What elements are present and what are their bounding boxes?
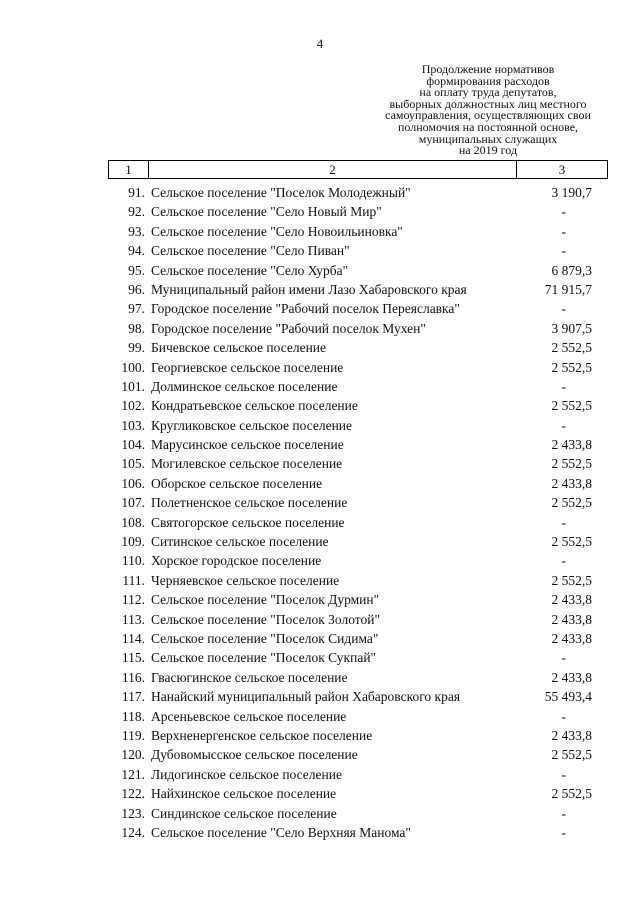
row-value: - bbox=[561, 417, 566, 433]
row-number: 115. bbox=[121, 650, 145, 666]
row-value: - bbox=[561, 708, 566, 724]
row-value: 3 907,5 bbox=[551, 320, 592, 336]
table-row bbox=[108, 745, 608, 764]
caption-line: формирования расходов bbox=[426, 73, 550, 88]
column-header-2: 2 bbox=[149, 161, 517, 179]
row-value: 2 552,5 bbox=[551, 359, 592, 375]
row-value: - bbox=[561, 223, 566, 239]
row-number: 124. bbox=[121, 824, 145, 840]
row-number: 108. bbox=[121, 514, 145, 530]
row-value: 2 433,8 bbox=[551, 630, 592, 646]
column-header-table bbox=[108, 160, 608, 179]
row-number: 122. bbox=[121, 786, 145, 802]
row-value: - bbox=[561, 204, 566, 220]
row-number: 121. bbox=[121, 766, 145, 782]
table-row bbox=[108, 377, 608, 396]
caption-line: полномочия на постоянной основе, bbox=[397, 119, 579, 134]
row-number: 113. bbox=[121, 611, 145, 627]
row-name: Хорское городское поселение bbox=[151, 553, 322, 569]
table-row bbox=[108, 765, 608, 784]
row-number: 105. bbox=[121, 456, 145, 472]
row-name: Марусинское сельское поселение bbox=[151, 437, 344, 453]
table-row bbox=[108, 358, 608, 377]
row-number: 98. bbox=[128, 320, 145, 336]
row-value: - bbox=[561, 650, 566, 666]
row-number: 95. bbox=[128, 262, 145, 278]
table-row bbox=[108, 493, 608, 512]
row-value: 2 552,5 bbox=[551, 747, 592, 763]
row-number: 91. bbox=[128, 185, 145, 200]
table-body bbox=[108, 183, 608, 842]
row-number: 107. bbox=[121, 495, 145, 511]
table-row bbox=[108, 571, 608, 590]
row-number: 99. bbox=[128, 340, 145, 356]
table-row bbox=[108, 610, 608, 629]
row-number: 116. bbox=[121, 669, 145, 685]
row-number: 120. bbox=[121, 747, 145, 763]
row-value: - bbox=[561, 824, 566, 840]
row-name: Городское поселение "Рабочий поселок Мухен" bbox=[151, 320, 426, 336]
row-value: - bbox=[561, 378, 566, 394]
table-row bbox=[108, 183, 608, 202]
row-name: Оборское сельское поселение bbox=[151, 475, 323, 491]
row-name: Георгиевское сельское поселение bbox=[151, 359, 344, 375]
table-row bbox=[108, 804, 608, 823]
row-name: Верхненергенское сельское поселение bbox=[151, 727, 373, 743]
table-row bbox=[108, 513, 608, 532]
row-value: - bbox=[561, 243, 566, 259]
row-name: Синдинское сельское поселение bbox=[151, 805, 337, 821]
row-name: Сельское поселение "Село Новый Мир" bbox=[151, 204, 382, 220]
row-value: 2 433,8 bbox=[551, 592, 592, 608]
caption-line: муниципальных служащих bbox=[418, 131, 558, 146]
table-row bbox=[108, 454, 608, 473]
row-name: Кругликовское сельское поселение bbox=[151, 417, 353, 433]
row-name: Найхинское сельское поселение bbox=[151, 786, 337, 802]
row-value: 2 552,5 bbox=[551, 495, 592, 511]
row-name: Гвасюгинское сельское поселение bbox=[151, 669, 348, 685]
row-name: Нанайский муниципальный район Хабаровского края bbox=[151, 689, 461, 705]
caption-line: на 2019 год bbox=[458, 143, 518, 158]
row-value: - bbox=[561, 514, 566, 530]
table-row bbox=[108, 241, 608, 260]
row-value: - bbox=[561, 766, 566, 782]
row-number: 112. bbox=[121, 592, 145, 608]
row-value: 71 915,7 bbox=[544, 281, 592, 297]
row-name: Арсеньевское сельское поселение bbox=[151, 708, 347, 724]
table-row bbox=[108, 823, 608, 842]
table-row bbox=[108, 551, 608, 570]
row-name: Кондратьевское сельское поселение bbox=[151, 398, 358, 414]
row-name: Сельское поселение "Поселок Сукпай" bbox=[151, 650, 377, 666]
row-value: 2 433,8 bbox=[551, 727, 592, 743]
row-name: Черняевское сельское поселение bbox=[151, 572, 340, 588]
row-name: Сельское поселение "Поселок Сидима" bbox=[151, 630, 379, 646]
table-caption bbox=[372, 64, 604, 157]
row-name: Дубовомысское сельское поселение bbox=[151, 747, 358, 763]
row-name: Сельское поселение "Село Новоильиновка" bbox=[151, 223, 403, 239]
table-row bbox=[108, 726, 608, 745]
row-name: Святогорское сельское поселение bbox=[151, 514, 345, 530]
table-row bbox=[108, 532, 608, 551]
row-name: Полетненское сельское поселение bbox=[151, 495, 348, 511]
row-name: Сельское поселение "Село Хурба" bbox=[151, 262, 349, 278]
caption-line: выборных должностных лиц местного bbox=[389, 96, 587, 111]
table-row bbox=[108, 687, 608, 706]
row-number: 123. bbox=[121, 805, 145, 821]
row-number: 94. bbox=[128, 243, 145, 259]
row-number: 119. bbox=[121, 727, 145, 743]
row-name: Сельское поселение "Поселок Золотой" bbox=[151, 611, 380, 627]
table-row bbox=[108, 474, 608, 493]
row-value: 2 552,5 bbox=[551, 456, 592, 472]
table-row bbox=[108, 319, 608, 338]
row-number: 117. bbox=[121, 689, 145, 705]
row-number: 93. bbox=[128, 223, 145, 239]
row-name: Ситинское сельское поселение bbox=[151, 534, 329, 550]
row-value: - bbox=[561, 553, 566, 569]
caption-line: Продолжение нормативов bbox=[421, 62, 555, 76]
row-value: 2 433,8 bbox=[551, 437, 592, 453]
row-value: 55 493,4 bbox=[544, 689, 592, 705]
table-row bbox=[108, 299, 608, 318]
row-value: 2 552,5 bbox=[551, 398, 592, 414]
row-name: Лидогинское сельское поселение bbox=[151, 766, 342, 782]
table-row bbox=[108, 590, 608, 609]
row-number: 96. bbox=[128, 281, 145, 297]
row-value: 6 879,3 bbox=[551, 262, 592, 278]
row-value: 2 552,5 bbox=[551, 534, 592, 550]
row-number: 104. bbox=[121, 437, 145, 453]
table-row bbox=[108, 668, 608, 687]
row-number: 103. bbox=[121, 417, 145, 433]
table-row bbox=[108, 202, 608, 221]
row-number: 110. bbox=[121, 553, 145, 569]
row-name: Бичевское сельское поселение bbox=[151, 340, 327, 356]
row-value: 2 433,8 bbox=[551, 475, 592, 491]
caption-line: на оплату труда депутатов, bbox=[419, 85, 557, 100]
column-header-3: 3 bbox=[517, 161, 608, 179]
row-value: 2 433,8 bbox=[551, 611, 592, 627]
row-number: 102. bbox=[121, 398, 145, 414]
caption-line: самоуправления, осуществляющих свои bbox=[385, 108, 591, 123]
table-row bbox=[108, 261, 608, 280]
row-number: 114. bbox=[121, 630, 145, 646]
row-number: 118. bbox=[121, 708, 145, 724]
row-name: Городское поселение "Рабочий поселок Переяславка" bbox=[151, 301, 460, 317]
row-name: Могилевское сельское поселение bbox=[151, 456, 343, 472]
row-number: 92. bbox=[128, 204, 145, 220]
row-number: 111. bbox=[122, 572, 145, 588]
row-name: Сельское поселение "Поселок Молодежный" bbox=[151, 185, 411, 200]
row-name: Сельское поселение "Поселок Дурмин" bbox=[151, 592, 380, 608]
table-row bbox=[108, 435, 608, 454]
row-value: 3 190,7 bbox=[551, 185, 592, 200]
table-row bbox=[108, 629, 608, 648]
column-header-1: 1 bbox=[109, 161, 149, 179]
row-number: 101. bbox=[121, 378, 145, 394]
table-row bbox=[108, 648, 608, 667]
table-row bbox=[108, 416, 608, 435]
row-number: 106. bbox=[121, 475, 145, 491]
row-number: 100. bbox=[121, 359, 145, 375]
row-value: 2 552,5 bbox=[551, 786, 592, 802]
row-value: 2 552,5 bbox=[551, 340, 592, 356]
row-value: 2 433,8 bbox=[551, 669, 592, 685]
row-value: - bbox=[561, 805, 566, 821]
page-number: 4 bbox=[316, 36, 324, 51]
table-row bbox=[108, 338, 608, 357]
table-row bbox=[108, 280, 608, 299]
table-row bbox=[108, 222, 608, 241]
row-name: Сельское поселение "Село Верхняя Манома" bbox=[151, 824, 411, 840]
row-number: 109. bbox=[121, 534, 145, 550]
row-name: Сельское поселение "Село Пиван" bbox=[151, 243, 350, 259]
table-row bbox=[108, 707, 608, 726]
row-value: 2 552,5 bbox=[551, 572, 592, 588]
row-name: Муниципальный район имени Лазо Хабаровского края bbox=[151, 281, 467, 297]
row-number: 97. bbox=[128, 301, 145, 317]
row-value: - bbox=[561, 301, 566, 317]
table-row bbox=[108, 396, 608, 415]
table-row bbox=[108, 784, 608, 803]
row-name: Долминское сельское поселение bbox=[151, 378, 338, 394]
